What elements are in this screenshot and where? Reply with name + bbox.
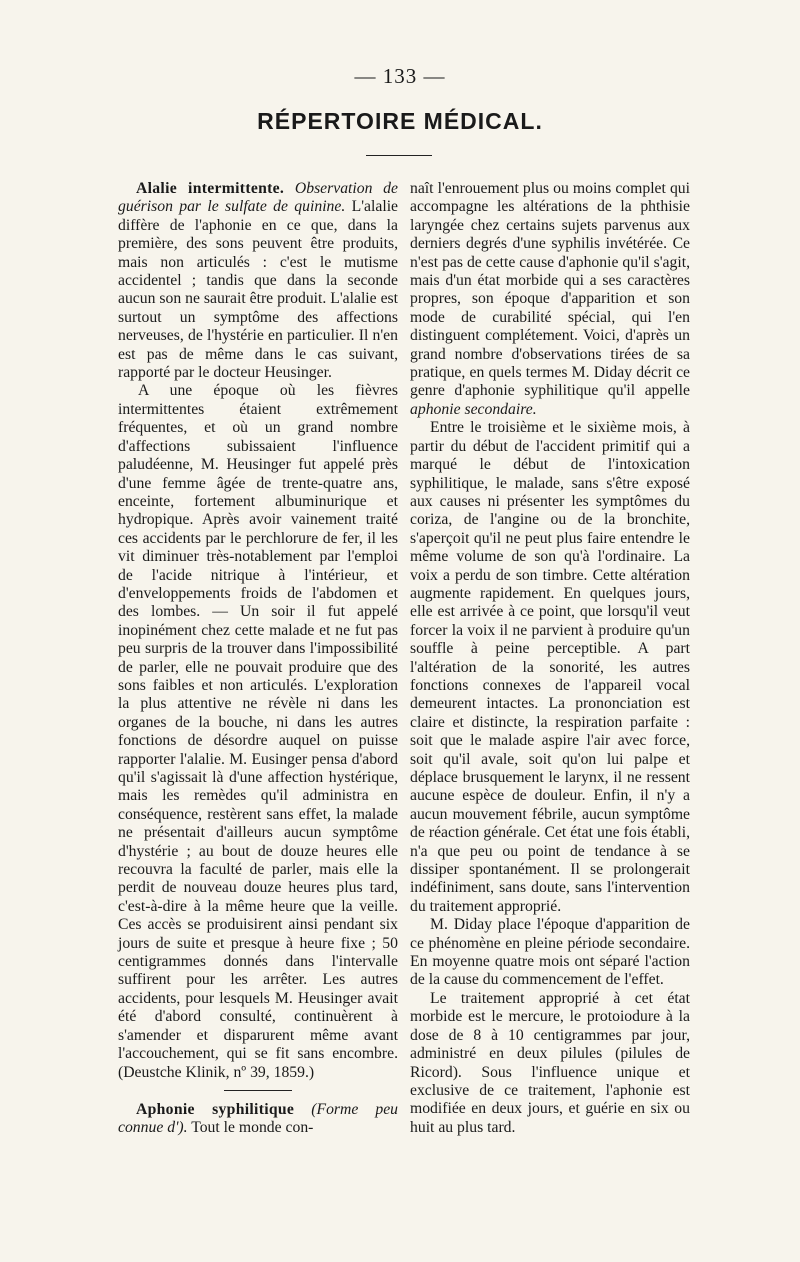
source-citation: (Deustche Klinik, nº 39, 1859.) xyxy=(118,1063,315,1081)
article-heading-alalie: Alalie intermittente. xyxy=(136,180,285,197)
term-aphonie-secondaire: aphonie secondaire. xyxy=(410,400,537,418)
paragraph: Le traitement approprié à cet état morbide est le mercure, le protoiodure à la dose de 8 à 10 centigrammes par jour, administré en deux pilules (pilules de Ricord). Sous l'influence unique et exclusive de ce traitement, l'aphonie est modifiée en deux jours, et guérie en six ou huit au plus tard. xyxy=(410,989,690,1136)
paragraph: Tout le monde con- xyxy=(191,1119,314,1137)
article-alalie-body xyxy=(118,382,398,1081)
paragraph: naît l'enrouement plus ou moins complet qui accompagne les altérations de la phthisie laryngée chez certains sujets parvenus aux derniers degrés d'une syphilis invétérée. Ce n'est pas de cette cause d'aphonie qu'il s'agit, mais d'un état morbide qui a ses caractères propres, son époque d'apparition et son mode de curabilité spécial, qui l'en distinguent complétement. Voici, d'après un grand nombre d'observations tirées de sa pratique, en quels termes M. Diday décrit ce genre d'aphonie syphilitique qu'il appelle xyxy=(410,180,690,400)
article-subtitle-aphonie: (Forme peu connue d'). xyxy=(118,1100,399,1137)
article-divider xyxy=(224,1090,292,1091)
paragraph: L'alalie diffère de l'aphonie en ce que, dans la première, des sons peuvent être produits, mais non articulés : c'est le mutisme accidentel ; tandis que dans la seconde aucun son ne saurait être produit. L'alalie est surtout un symptôme des affections nerveuses, de l'hystérie en particulier. Il n'en est pas de même dans le cas suivant, rapporté par le docteur Heusinger. xyxy=(118,198,399,382)
article-aphonie-continued xyxy=(410,180,690,419)
page-number: — 133 — xyxy=(354,64,446,88)
article-subtitle-alalie: Observation de guérison par le sulfate de quinine. xyxy=(118,180,398,216)
title-divider xyxy=(366,155,432,156)
paragraph: M. Diday place l'époque d'apparition de ce phénomène en pleine période secondaire. En moyenne quatre mois ont séparé l'action de la cause du commencement de l'effet. xyxy=(410,916,690,989)
running-title: RÉPERTOIRE MÉDICAL. xyxy=(257,108,543,134)
paragraph: Entre le troisième et le sixième mois, à partir du début de l'accident primitif qui a marqué le début de l'intoxication syphilitique, le malade, sans s'être exposé aux causes ni présenter les symptômes du coriza, de l'angine ou de la bronchite, s'aperçoit qu'il ne peut plus faire entendre le même volume de son qu'à l'ordinaire. La voix a perdu de son timbre. Cette altération augmente rapidement. En quelques jours, elle est arrivée à ce point, que lorsqu'il veut forcer la voix il ne parvient à produire qu'un souffle à peine perceptible. A part l'altération de la sonorité, les autres fonctions connexes de l'appareil vocal demeurent intactes. La prononciation est claire et distincte, la respiration parfaite : soit que le malade aspire l'air avec force, soit qu'il avale, soit qu'on lui palpe et déplace brusquement le larynx, il ne ressent aucune espèce de douleur. Enfin, il n'y a aucun mouvement fébrile, aucun symptôme de réaction générale. Cet état une fois établi, n'a que peu ou point de tendance à se dissiper spontanément. Il se prolongerait indéfiniment, sans doute, sans l'intervention du traitement approprié. xyxy=(410,419,690,915)
article-alalie-intro xyxy=(118,180,398,382)
article-aphonie-intro xyxy=(118,1101,398,1138)
paragraph: A une époque où les fièvres intermittentes étaient extrêmement fréquentes, et où un grand nombre d'affections subissaient l'influence paludéenne, M. Heusinger fut appelé près d'une femme âgée de trente-quatre ans, enceinte, fortement albuminurique et hydropique. Après avoir vainement traité ces accidents par le perchlorure de fer, il les vit diminuer très-notablement par l'emploi de l'acide nitrique à l'intérieur, et d'enveloppements froids de l'abdomen et des lombes. — Un soir il fut appelé inopinément chez cette malade et ne fut pas peu surpris de la trouver dans l'impossibilité de parler, elle ne pouvait produire que des sons faibles et non articulés. L'exploration la plus attentive ne révèle ni dans les organes de la bouche, ni dans les autres fonctions de désordre auquel on puisse rapporter l'alalie. M. Eusinger pensa d'abord qu'il s'agissait là d'une affection hystérique, mais les remèdes qu'il administra en conséquence, restèrent sans effet, la malade ne présentait d'ailleurs aucun symptôme d'hystérie ; au bout de douze heures elle recouvra la faculté de parler, mais elle la perdit de nouveau douze heures plus tard, c'est-à-dire à la même heure que la veille. Ces accès se produisirent ainsi pendant six jours de suite et presque à heure fixe ; 50 centigrammes donnés dans l'intervalle suffirent pour les arrêter. Les autres accidents, pour lesquels M. Heusinger avait été d'abord consulté, continuèrent à s'amender et disparurent même avant l'accouchement, qui se fit sans encombre. xyxy=(118,382,398,1063)
article-heading-aphonie: Aphonie syphilitique xyxy=(136,1100,295,1118)
left-column xyxy=(118,180,398,1138)
right-column xyxy=(410,180,690,1137)
